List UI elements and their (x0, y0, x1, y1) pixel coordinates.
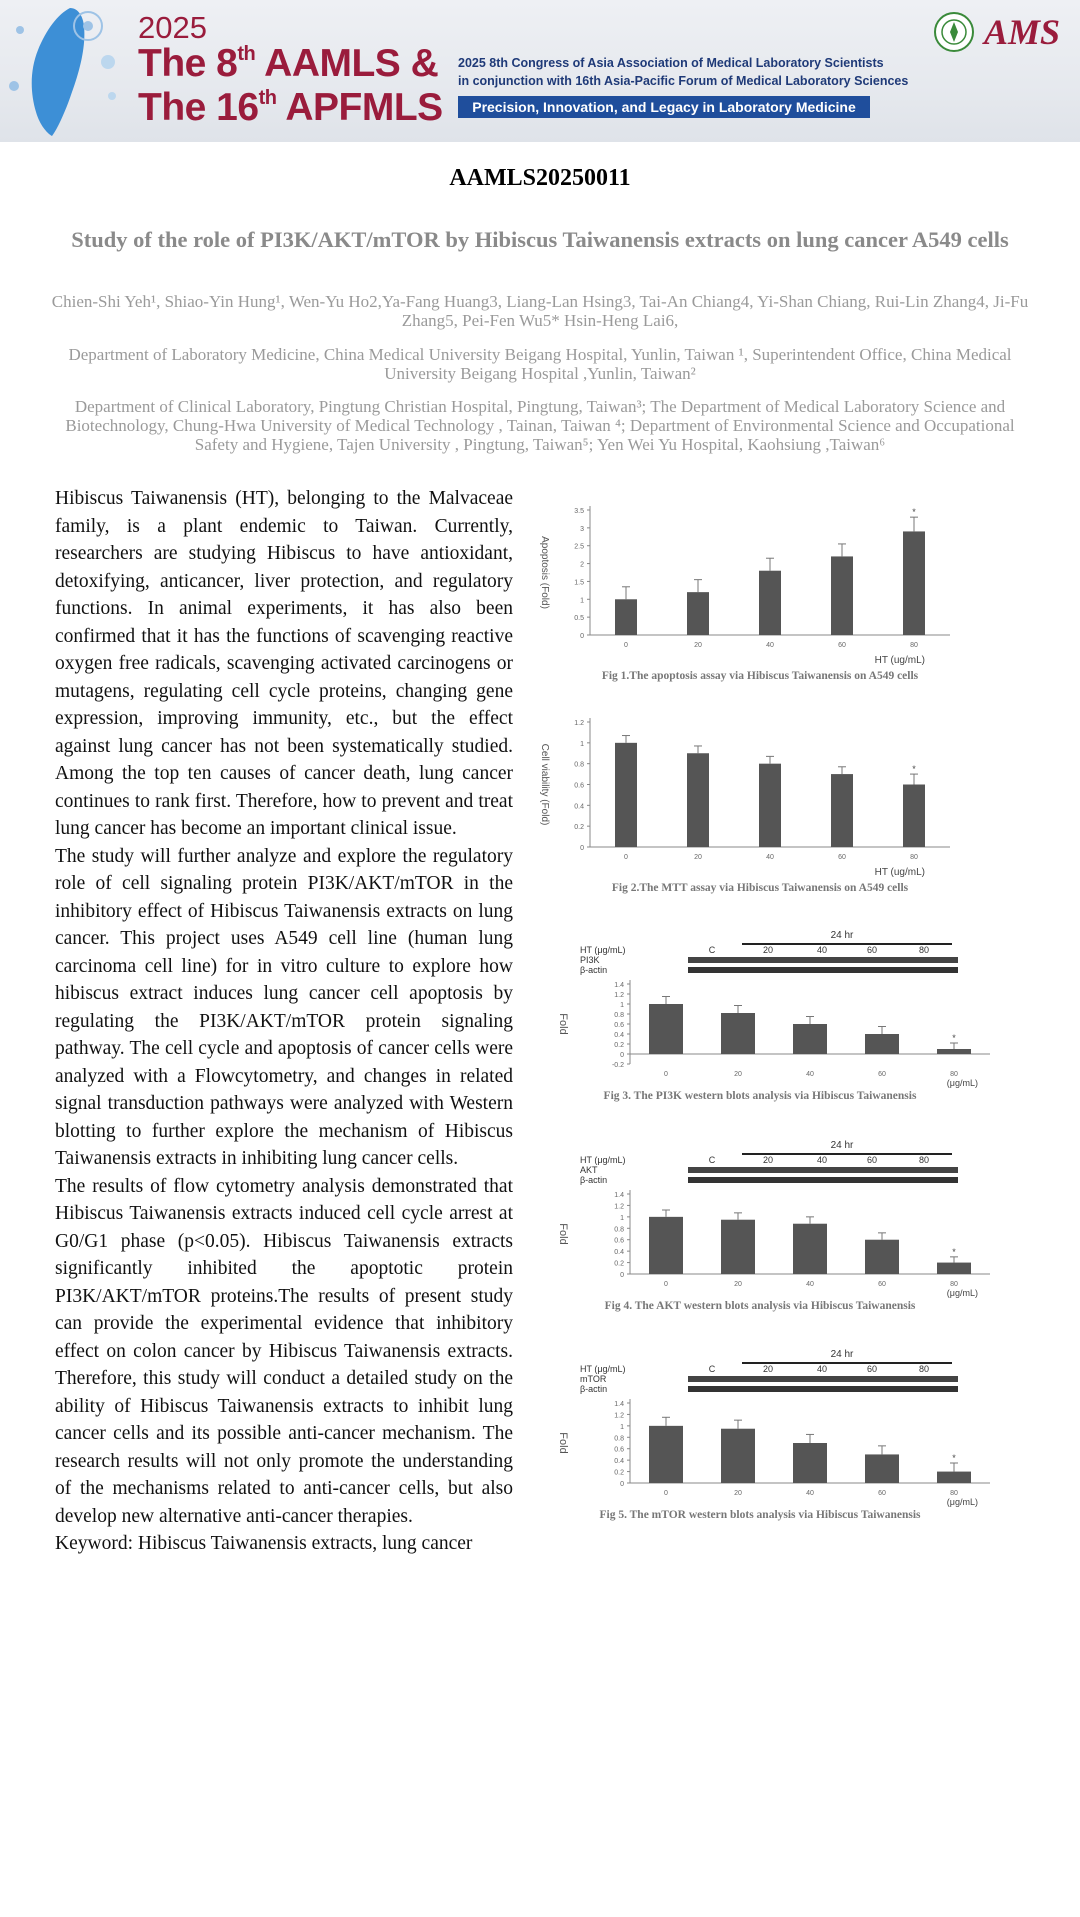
bar (937, 1049, 971, 1054)
bar (793, 1024, 827, 1054)
y-tick-label: 0.2 (614, 1260, 624, 1268)
x-tick-label: 60 (878, 1490, 886, 1497)
paragraph-background: Hibiscus Taiwanensis (HT), belonging to the Malvaceae family, is a plant endemic to Taiwan. Currently, researchers are studying Hibiscus to have antioxidant, detoxifying, anticancer, liver protection, and regulatory functions. In animal experiments, it has also been confirmed that it has the functions of scavenging reactive oxygen free radicals, scavenging activated carcinogens or mutagens, regulating cell cycle proteins, changing gene expression, improving immunity, etc., but the effect against lung cancer has not been systematically studied. Among the top ten causes of cancer death, lung cancer continues to rank first. Therefore, how to prevent and treat lung cancer has become an important clinical issue. (55, 488, 513, 839)
y-tick-label: 0.5 (574, 615, 584, 623)
bar (831, 774, 853, 847)
x-tick-label: 60 (878, 1071, 886, 1078)
bar (759, 571, 781, 635)
y-tick-label: 3.5 (574, 508, 584, 515)
x-tick-label: 40 (806, 1490, 814, 1497)
bar (865, 1454, 899, 1483)
y-tick-label: 1.4 (614, 1401, 624, 1408)
blot-lane-label: 60 (866, 1155, 878, 1165)
x-tick-label: 20 (734, 1071, 742, 1078)
blot-lane-label: 40 (816, 1364, 828, 1374)
y-tick-label: 1.4 (614, 1192, 624, 1199)
blot-band-target (688, 957, 958, 963)
figure-2-mtt (520, 712, 1000, 894)
bar (937, 1472, 971, 1483)
y-tick-label: 1 (620, 1214, 624, 1222)
x-tick-label: 20 (694, 854, 702, 861)
significance-mark: * (952, 1033, 956, 1043)
x-tick-label: 0 (664, 1281, 668, 1288)
bar (903, 785, 925, 848)
y-tick-label: 1.4 (614, 982, 624, 989)
blot-lane-label: 80 (918, 1155, 930, 1165)
y-tick-label: 3 (580, 525, 584, 533)
y-tick-label: 0 (620, 1052, 624, 1059)
x-tick-label: 20 (734, 1490, 742, 1497)
blot-band-target (688, 1167, 958, 1173)
significance-mark: * (912, 764, 916, 775)
paragraph-results: The results of flow cytometry analysis demonstrated that Hibiscus Taiwanensis extracts induced cell cycle arrest at G0/G1 phase (p<0.05). Hibiscus Taiwanensis extracts significantly inhibited the apoptotic protein PI3K/AKT/mTOR proteins.The results of present study can provide the experimental evidence that inhibitory effect on colon cancer by Hibiscus Taiwanensis extracts. Therefore, this study will conduct a detailed study on the ability of Hibiscus Taiwanensis extracts to inhibit lung cancer cells and its possible anti-cancer mechanism. The research results will not only promote the understanding of the mechanisms related to anti-cancer cells, but also develop new alternative anti-cancer therapies. (55, 1175, 513, 1527)
y-axis-label: Fold (557, 1223, 569, 1245)
blot-header: 24 hr (830, 1140, 854, 1151)
x-axis-label: (μg/mL) (946, 1078, 978, 1088)
bar (721, 1429, 755, 1483)
blot-header: 24 hr (830, 1349, 854, 1360)
figure-caption: Fig 3. The PI3K western blots analysis via Hibiscus Taiwanensis (603, 1090, 917, 1102)
abstract-body (55, 485, 513, 1558)
y-tick-label: 1.2 (574, 720, 584, 727)
x-tick-label: 40 (766, 854, 774, 861)
blot-row-label: β-actin (580, 1384, 608, 1394)
chart-mtt (520, 712, 1000, 882)
y-tick-label: 1 (620, 1423, 624, 1431)
banner-year: 2025 (138, 10, 207, 45)
blot-lane-label: 80 (918, 1364, 930, 1374)
x-tick-label: 20 (694, 642, 702, 649)
blot-row-label: HT (μg/mL) (580, 1364, 626, 1374)
significance-mark: * (952, 1246, 956, 1257)
chart-apoptosis (520, 500, 1000, 670)
blot-lane-label: 40 (816, 1155, 828, 1165)
bar (793, 1224, 827, 1274)
banner-line-apfmls: The 16th APFMLS (138, 86, 443, 129)
y-tick-label: 2.5 (574, 543, 584, 551)
y-tick-label: 0 (580, 845, 584, 852)
figure-caption: Fig 2.The MTT assay via Hibiscus Taiwanensis on A549 cells (611, 882, 909, 894)
blot-lane-label: C (708, 945, 716, 955)
chart-pi3k-blot (520, 926, 1000, 1090)
figure-1-apoptosis (520, 500, 1000, 682)
x-tick-label: 60 (878, 1281, 886, 1288)
bar (721, 1013, 755, 1054)
society-logos (932, 10, 1072, 56)
y-tick-label: 0.8 (614, 1012, 624, 1019)
y-tick-label: 0.2 (574, 824, 584, 832)
y-tick-label: 0 (620, 1272, 624, 1279)
chart-akt-blot (520, 1136, 1000, 1300)
significance-mark: * (912, 507, 916, 518)
bar (865, 1034, 899, 1054)
congress-line-2: in conjunction with 16th Asia-Pacific Forum of Medical Laboratory Sciences (458, 74, 909, 88)
y-tick-label: 1.2 (614, 1203, 624, 1211)
blot-row-label: AKT (580, 1165, 598, 1175)
x-tick-label: 0 (624, 642, 628, 649)
blot-lane-label: C (708, 1364, 716, 1374)
x-tick-label: 40 (806, 1281, 814, 1288)
banner-slogan: Precision, Innovation, and Legacy in Laboratory Medicine (458, 96, 870, 118)
y-tick-label: 0.4 (574, 803, 584, 811)
blot-lane-label: C (708, 1155, 716, 1165)
y-axis-label: Apoptosis (Fold) (539, 536, 550, 609)
blot-row-label: HT (μg/mL) (580, 1155, 626, 1165)
y-tick-label: 1 (580, 597, 584, 605)
y-tick-label: 0.6 (574, 782, 584, 790)
bar (903, 531, 925, 635)
y-tick-label: 0 (580, 633, 584, 640)
bar (687, 753, 709, 847)
x-axis-label: (μg/mL) (946, 1497, 978, 1507)
blot-lane-label: 20 (762, 945, 774, 955)
y-tick-label: 0 (620, 1481, 624, 1488)
figure-caption: Fig 4. The AKT western blots analysis via Hibiscus Taiwanensis (604, 1300, 916, 1312)
y-tick-label: 1.2 (614, 992, 624, 999)
blot-header: 24 hr (830, 930, 854, 941)
x-tick-label: 0 (664, 1071, 668, 1078)
conference-banner (0, 0, 1080, 142)
x-tick-label: 80 (950, 1281, 958, 1288)
x-tick-label: 0 (664, 1490, 668, 1497)
blot-lane-label: 20 (762, 1364, 774, 1374)
y-tick-label: 0.8 (574, 761, 584, 769)
x-axis-label: HT (ug/mL) (874, 655, 925, 666)
bar (649, 1004, 683, 1054)
significance-mark: * (952, 1453, 956, 1463)
bar (649, 1217, 683, 1274)
y-tick-label: 1.2 (614, 1412, 624, 1420)
y-axis-label: Cell viability (Fold) (539, 743, 550, 826)
y-tick-label: 0.4 (614, 1458, 624, 1466)
x-axis-label: HT (ug/mL) (874, 867, 925, 878)
blot-lane-label: 40 (816, 945, 828, 955)
bar (937, 1263, 971, 1274)
y-tick-label: -0.2 (611, 1062, 624, 1069)
abstract-id: AAMLS20250011 (449, 165, 631, 191)
y-tick-label: 1 (580, 740, 584, 748)
blot-row-label: HT (μg/mL) (580, 945, 626, 955)
ams-logo-icon: AMS (984, 12, 1061, 52)
paragraph-methods: The study will further analyze and explore the regulatory role of cell signaling protein PI3K/AKT/mTOR in the inhibitory effect of Hibiscus Taiwanensis extracts on lung cancer. This project uses A549 cell line (human lung carcinoma cell line) for in vitro culture to explore how hibiscus extract induces lung cancer cell apoptosis by regulating the PI3K/AKT/mTOR protein signaling pathway. The cell cycle and apoptosis of cancer cells were analyzed with a Flowcytometry, and changes in related signal transduction pathways were analyzed with Western blotting to further explore the mechanism of Hibiscus Taiwanensis extracts in inhibiting lung cancer cells. (55, 845, 513, 1169)
y-tick-label: 0.2 (614, 1469, 624, 1477)
figure-caption: Fig 5. The mTOR western blots analysis via Hibiscus Taiwanensis (599, 1509, 921, 1521)
affiliation-1: Department of Laboratory Medicine, China Medical University Beigang Hospital, Yunlin, Taiwan ¹, Superintendent Office, China Medical University Beigang Hospital ,Yunlin, Taiwan² (68, 345, 1012, 383)
y-tick-label: 0.4 (614, 1249, 624, 1257)
y-tick-label: 0.2 (614, 1042, 624, 1049)
blot-band-actin (688, 1386, 958, 1392)
paragraph-keywords: Keyword: Hibiscus Taiwanensis extracts, lung cancer (55, 1533, 473, 1554)
figure-5-mtor (520, 1345, 1000, 1521)
y-tick-label: 0.8 (614, 1226, 624, 1234)
figure-4-akt (520, 1136, 1000, 1312)
x-axis-label: (μg/mL) (946, 1288, 978, 1298)
congress-line-1: 2025 8th Congress of Asia Association of Medical Laboratory Scientists (458, 56, 884, 70)
y-tick-label: 1.5 (574, 579, 584, 587)
x-tick-label: 40 (766, 642, 774, 649)
bar (615, 599, 637, 635)
blot-band-actin (688, 967, 958, 973)
blot-lane-label: 20 (762, 1155, 774, 1165)
banner-line-aamls: The 8th AAMLS & (138, 42, 439, 85)
x-tick-label: 80 (910, 642, 918, 649)
paper-title: Study of the role of PI3K/AKT/mTOR by Hibiscus Taiwanensis extracts on lung cancer A549 cells (71, 227, 1009, 252)
author-list: Chien-Shi Yeh¹, Shiao-Yin Hung¹, Wen-Yu Ho2,Ya-Fang Huang3, Liang-Lan Hsing3, Tai-An Chiang4, Yi-Shan Chiang, Rui-Lin Zhang4, Ji-Fu Zhang5, Pei-Fen Wu5* Hsin-Heng Lai6, (51, 292, 1029, 330)
blot-band-actin (688, 1177, 958, 1183)
blot-lane-label: 60 (866, 1364, 878, 1374)
bar (721, 1220, 755, 1274)
y-axis-label: Fold (557, 1013, 569, 1035)
x-tick-label: 0 (624, 854, 628, 861)
bar (759, 764, 781, 847)
blot-row-label: mTOR (580, 1374, 607, 1384)
affiliation-2: Department of Clinical Laboratory, Pingtung Christian Hospital, Pingtung, Taiwan³; The Department of Medical Laboratory Science and Biotechnology, Chung-Hwa University of Medical Technology , Tainan, Taiwan ⁴; Department of Environmental Science and Occupational Safety and Hygiene, Tajen University , Pingtung, Taiwan⁵; Yen Wei Yu Hospital, Kaohsiung ,Taiwan⁶ (65, 397, 1015, 454)
y-tick-label: 2 (580, 561, 584, 569)
bar (687, 592, 709, 635)
x-tick-label: 60 (838, 642, 846, 649)
x-tick-label: 80 (910, 854, 918, 861)
y-axis-label: Fold (557, 1432, 569, 1454)
blot-row-label: β-actin (580, 965, 608, 975)
x-tick-label: 20 (734, 1281, 742, 1288)
bar (865, 1240, 899, 1274)
bar (615, 743, 637, 847)
x-tick-label: 40 (806, 1071, 814, 1078)
bar (793, 1443, 827, 1483)
chart-mtor-blot (520, 1345, 1000, 1509)
bar (649, 1426, 683, 1483)
x-tick-label: 80 (950, 1490, 958, 1497)
y-tick-label: 1 (620, 1002, 624, 1009)
blot-row-label: β-actin (580, 1175, 608, 1185)
figure-caption: Fig 1.The apoptosis assay via Hibiscus Taiwanensis on A549 cells (601, 670, 919, 682)
blot-band-target (688, 1376, 958, 1382)
blot-lane-label: 60 (866, 945, 878, 955)
bar (831, 556, 853, 635)
x-tick-label: 80 (950, 1071, 958, 1078)
y-tick-label: 0.6 (614, 1446, 624, 1454)
y-tick-label: 0.4 (614, 1032, 624, 1039)
blot-row-label: PI3K (580, 955, 600, 965)
figure-3-pi3k (520, 926, 1000, 1102)
y-tick-label: 0.6 (614, 1022, 624, 1029)
x-tick-label: 60 (838, 854, 846, 861)
y-tick-label: 0.8 (614, 1435, 624, 1443)
blot-lane-label: 80 (918, 945, 930, 955)
y-tick-label: 0.6 (614, 1237, 624, 1245)
taiwan-map-icon (0, 0, 130, 142)
society-seal-icon (935, 13, 973, 51)
